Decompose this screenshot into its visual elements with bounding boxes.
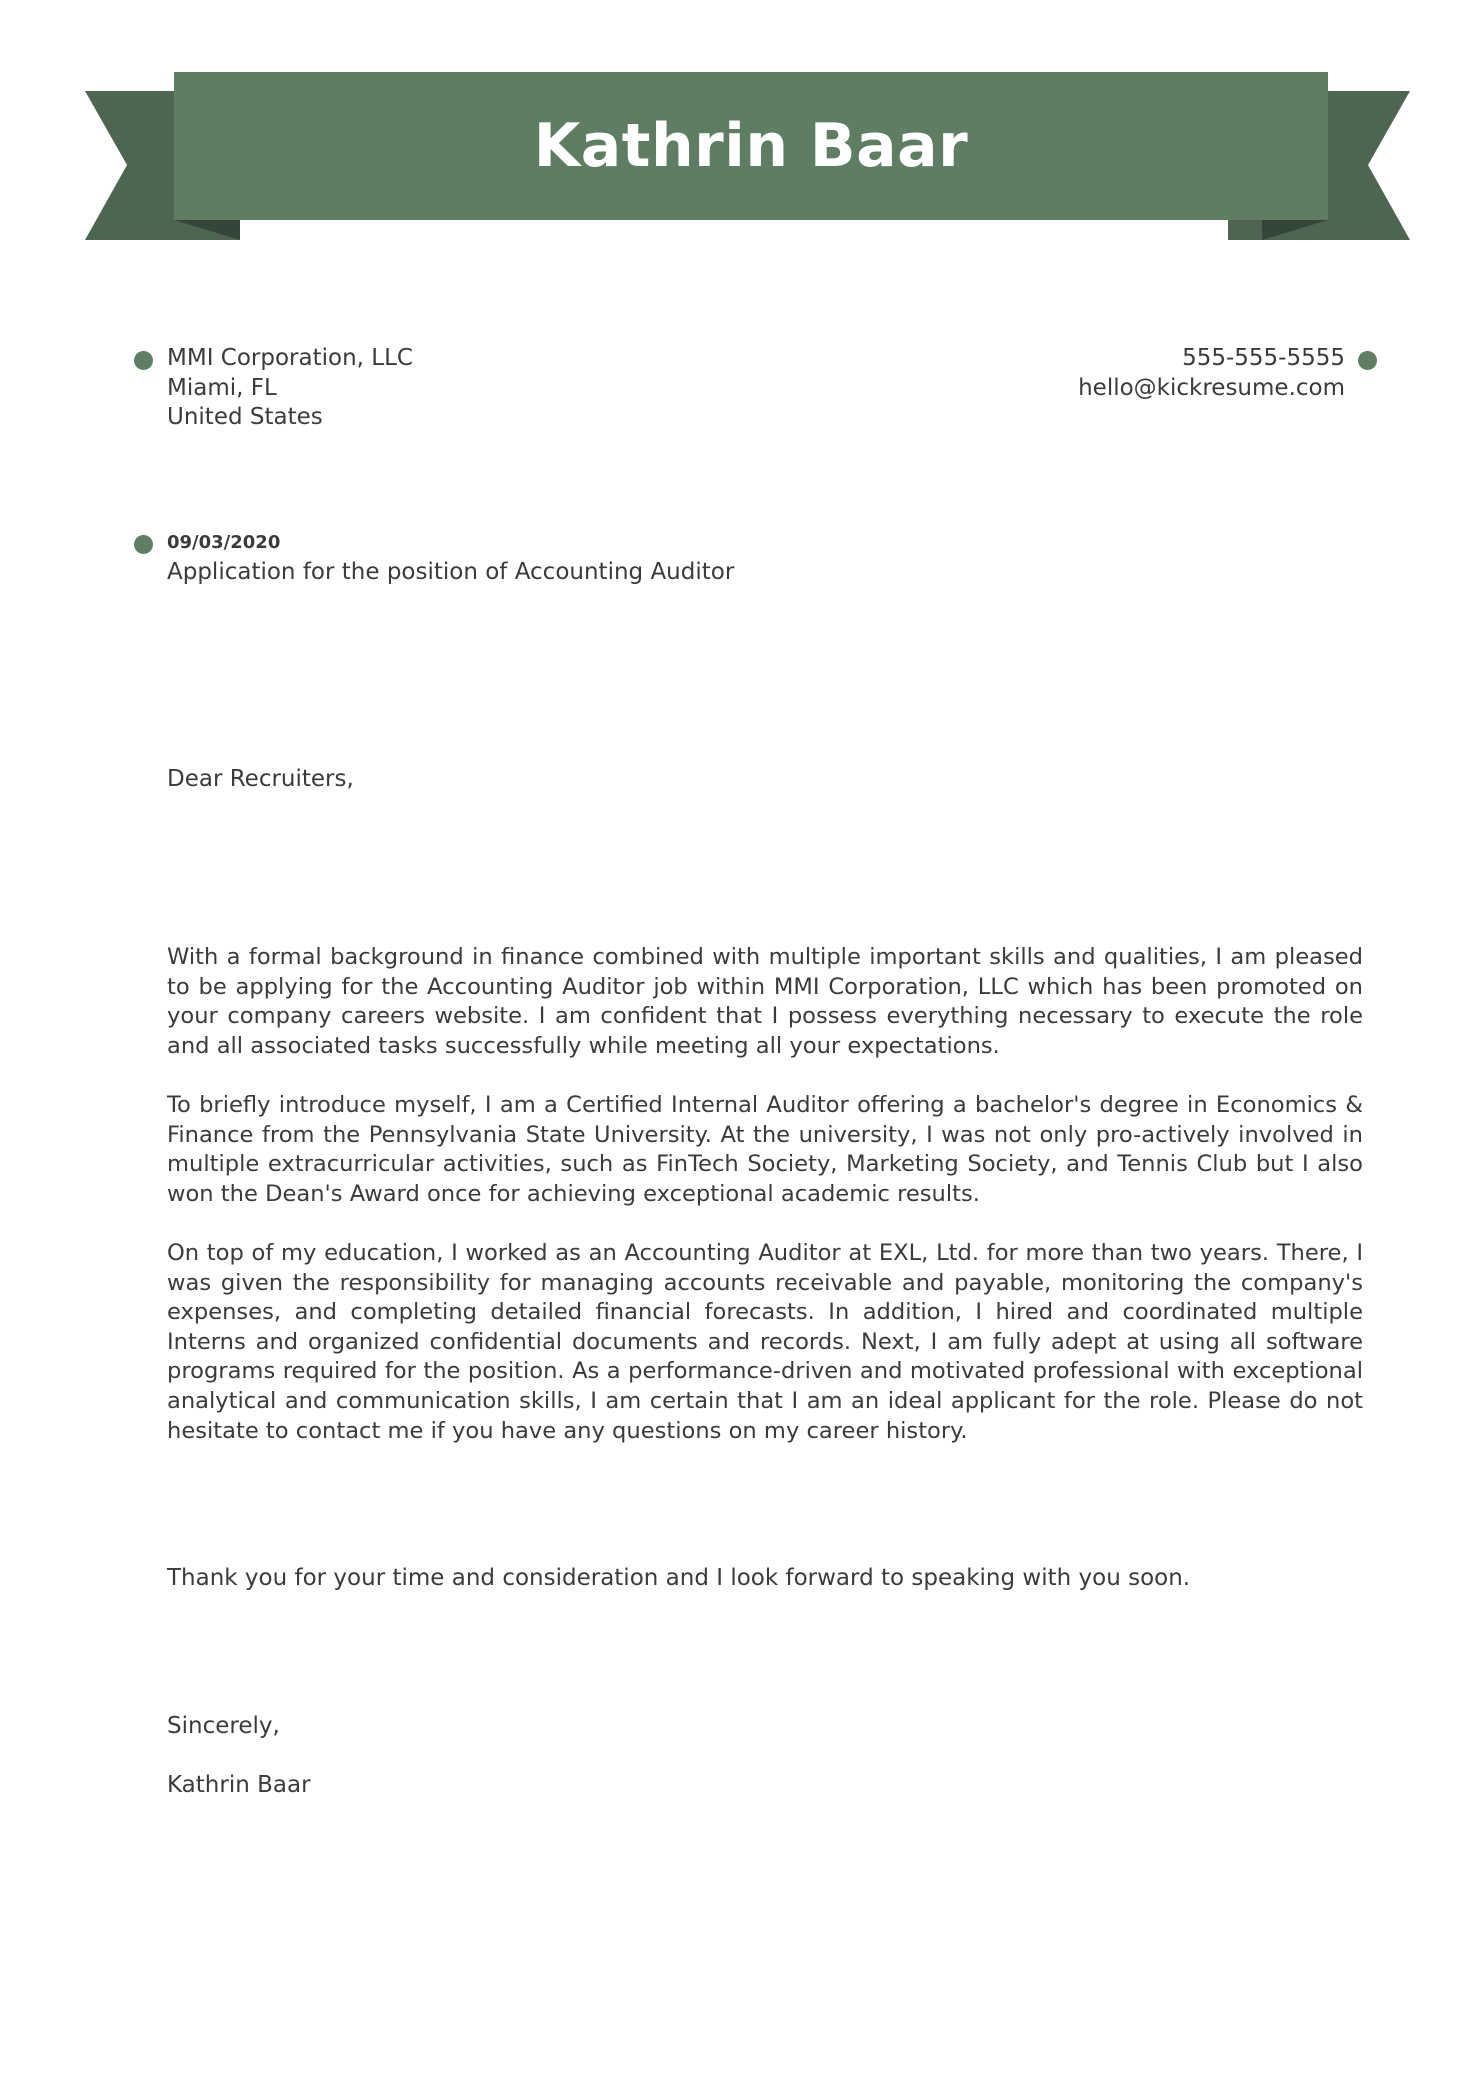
recipient-country: United States bbox=[167, 404, 323, 430]
bullet-dot-recipient bbox=[134, 351, 153, 370]
sender-email: hello@kickresume.com bbox=[1078, 375, 1345, 401]
recipient-company: MMI Corporation, LLC bbox=[167, 345, 413, 371]
bullet-dot-sender bbox=[1358, 351, 1377, 370]
page-title: Kathrin Baar bbox=[533, 111, 969, 181]
letter-subject: Application for the position of Accounting Auditor bbox=[167, 559, 735, 585]
header-banner bbox=[0, 0, 1468, 260]
letter-greeting: Dear Recruiters, bbox=[167, 766, 354, 792]
recipient-city: Miami, FL bbox=[167, 375, 277, 401]
letter-closing-line: Thank you for your time and consideration and I look forward to speaking with you soon. bbox=[167, 1565, 1191, 1591]
letter-paragraph: With a formal background in finance combined with multiple important skills and qualities, I am pleased to be applying for the Accounting Auditor job within MMI Corporation, LLC which has been promoted on your company careers website. I am confident that I possess everything necessary to execute the role and all associated tasks successfully while meeting all your expectations. bbox=[167, 944, 1363, 1059]
bullet-dot-date bbox=[134, 535, 153, 554]
letter-date: 09/03/2020 bbox=[167, 532, 281, 553]
sender-phone: 555-555-5555 bbox=[1182, 345, 1345, 371]
letter-paragraph: On top of my education, I worked as an Accounting Auditor at EXL, Ltd. for more than two years. There, I was given the responsibility for managing accounts receivable and payable, monitoring the company's expenses, and completing detailed financial forecasts. In addition, I hired and coordinated multiple Interns and organized confidential documents and records. Next, I am fully adept at using all software programs required for the position. As a performance-driven and motivated professional with exceptional analytical and communication skills, I am certain that I am an ideal applicant for the role. Please do not hesitate to contact me if you have any questions on my career history. bbox=[167, 1240, 1363, 1444]
letter-signature: Kathrin Baar bbox=[167, 1772, 311, 1798]
letter-paragraph: To briefly introduce myself, I am a Certified Internal Auditor offering a bachelor's degree in Economics & Finance from the Pennsylvania State University. At the university, I was not only pro-actively involved in multiple extracurricular activities, such as FinTech Society, Marketing Society, and Tennis Club but I also won the Dean's Award once for achieving exceptional academic results. bbox=[167, 1092, 1363, 1207]
letter-sign-off: Sincerely, bbox=[167, 1713, 280, 1739]
